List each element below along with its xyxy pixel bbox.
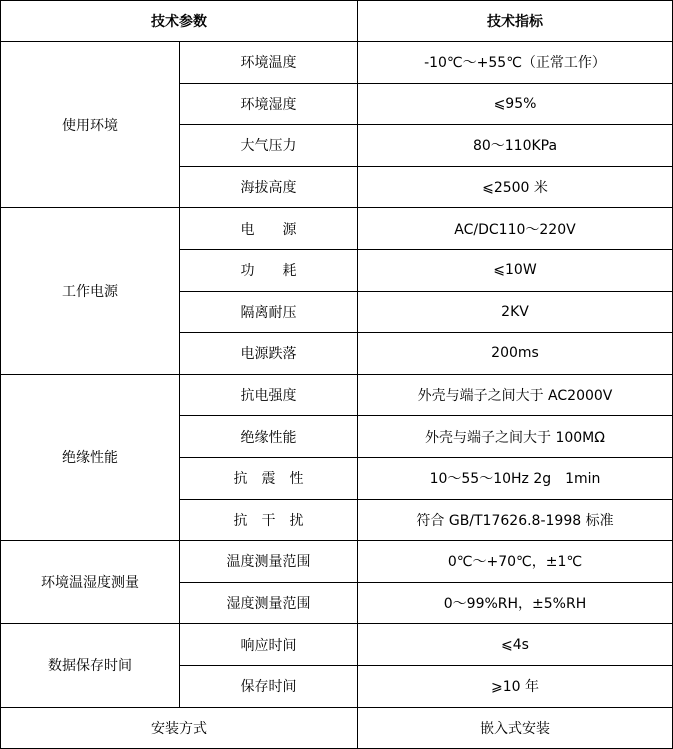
spec-cell: 2KV <box>358 291 673 333</box>
table-row <box>1 374 673 416</box>
header-spec: 技术指标 <box>358 1 673 42</box>
param-cell: 抗 震 性 <box>180 457 358 499</box>
spec-cell: AC/DC110～220V <box>358 208 673 250</box>
param-cell: 温度测量范围 <box>180 541 358 583</box>
spec-cell: 80～110KPa <box>358 125 673 167</box>
param-cell: 隔离耐压 <box>180 291 358 333</box>
table-row <box>1 541 673 583</box>
param-cell: 绝缘性能 <box>180 416 358 458</box>
spec-cell: 外壳与端子之间大于 AC2000V <box>358 374 673 416</box>
spec-cell: ⩽10W <box>358 249 673 291</box>
spec-cell: 10～55～10Hz 2g 1min <box>358 457 673 499</box>
table-row <box>1 624 673 666</box>
param-cell: 电源跌落 <box>180 333 358 375</box>
param-cell: 环境温度 <box>180 42 358 84</box>
param-cell: 抗 干 扰 <box>180 499 358 541</box>
group-label: 使用环境 <box>1 42 180 208</box>
param-cell: 保存时间 <box>180 665 358 707</box>
footer-spec: 嵌入式安装 <box>358 707 673 749</box>
spec-cell: -10℃～+55℃（正常工作） <box>358 42 673 84</box>
table-row <box>1 208 673 250</box>
group-label: 绝缘性能 <box>1 374 180 540</box>
spec-cell: 0～99%RH，±5%RH <box>358 582 673 624</box>
param-cell: 海拔高度 <box>180 166 358 208</box>
group-label: 数据保存时间 <box>1 624 180 707</box>
spec-cell: ⩽2500 米 <box>358 166 673 208</box>
param-cell: 大气压力 <box>180 125 358 167</box>
param-cell: 功 耗 <box>180 249 358 291</box>
spec-cell: ⩽95% <box>358 83 673 125</box>
spec-cell: 外壳与端子之间大于 100MΩ <box>358 416 673 458</box>
spec-cell: ⩾10 年 <box>358 665 673 707</box>
header-row <box>1 1 673 42</box>
footer-row <box>1 707 673 749</box>
param-cell: 湿度测量范围 <box>180 582 358 624</box>
header-parameter: 技术参数 <box>1 1 358 42</box>
table-row <box>1 42 673 84</box>
spec-cell: 200ms <box>358 333 673 375</box>
spec-cell: 0℃～+70℃，±1℃ <box>358 541 673 583</box>
param-cell: 电 源 <box>180 208 358 250</box>
param-cell: 响应时间 <box>180 624 358 666</box>
group-label: 工作电源 <box>1 208 180 374</box>
param-cell: 环境湿度 <box>180 83 358 125</box>
footer-label: 安装方式 <box>1 707 358 749</box>
spec-cell: ⩽4s <box>358 624 673 666</box>
spec-cell: 符合 GB/T17626.8-1998 标准 <box>358 499 673 541</box>
param-cell: 抗电强度 <box>180 374 358 416</box>
group-label: 环境温湿度测量 <box>1 541 180 624</box>
